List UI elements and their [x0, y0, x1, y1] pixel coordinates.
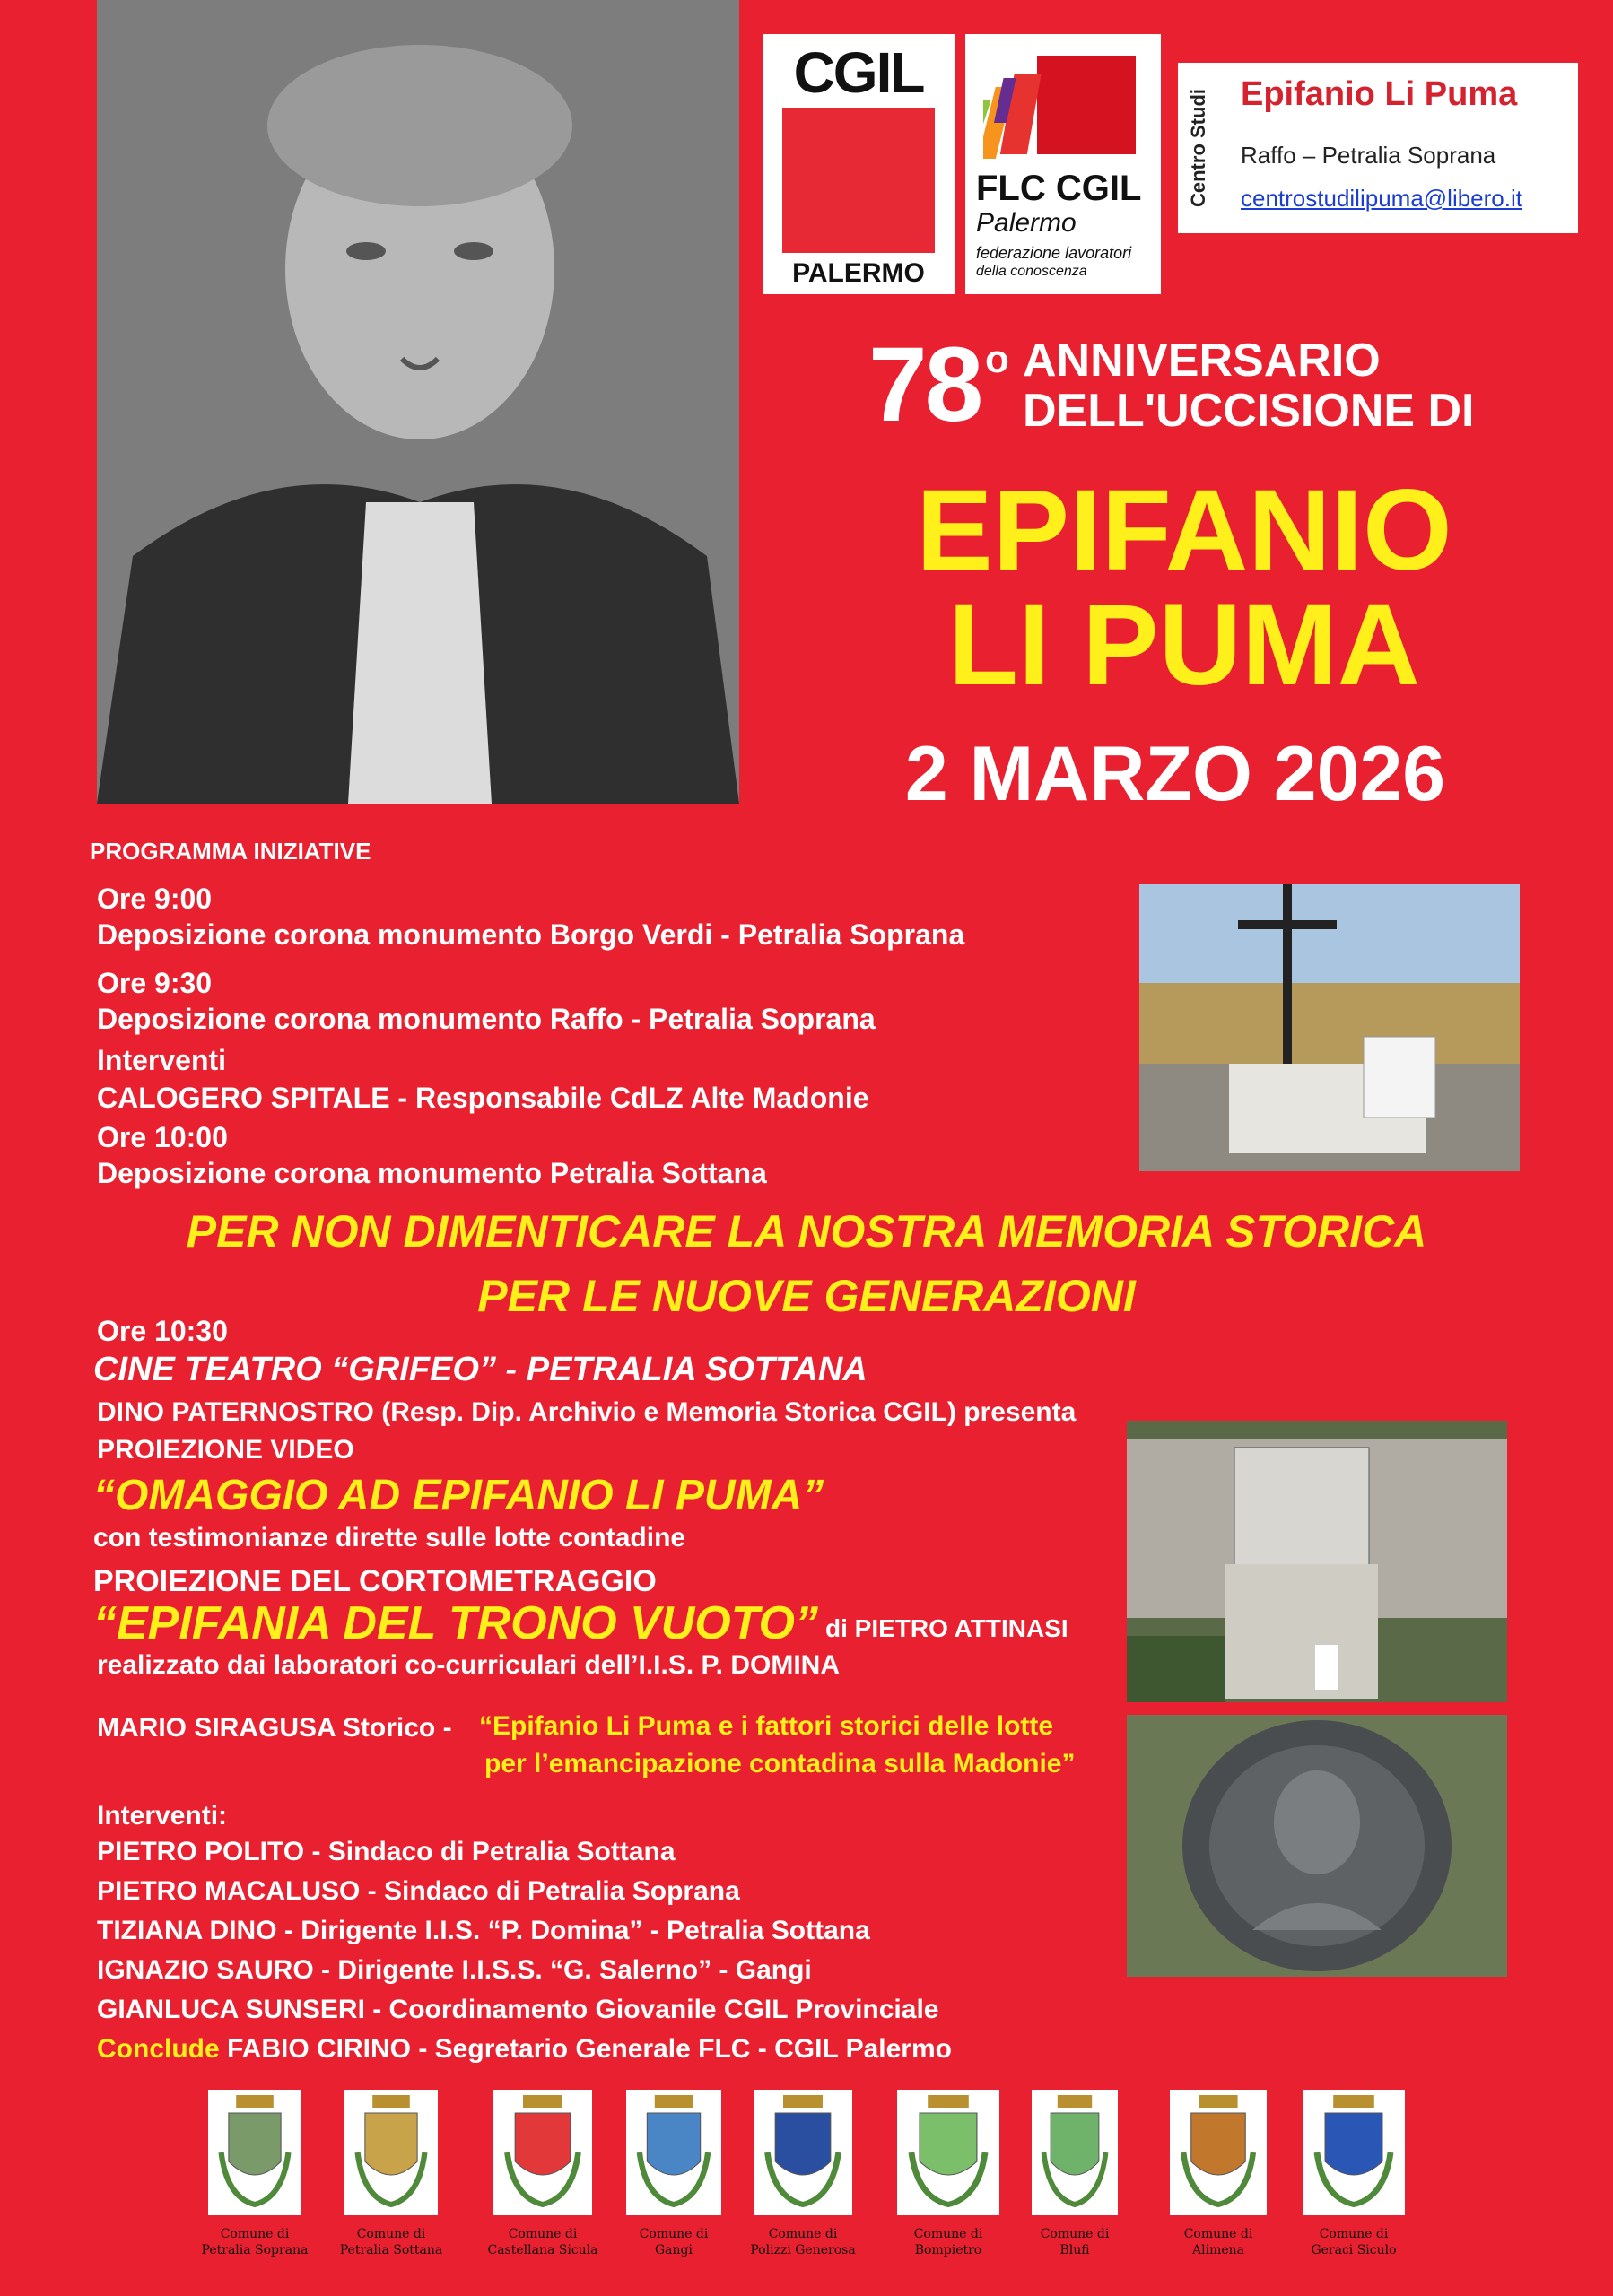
portrait-photo	[97, 0, 739, 804]
centro-studi-email-link[interactable]: centrostudilipuma@libero.it	[1241, 185, 1522, 212]
video-title: “OMAGGIO AD EPIFANIO LI PUMA”	[93, 1472, 824, 1519]
crest-8	[1303, 2090, 1405, 2215]
cgil-logo-city: PALERMO	[792, 258, 925, 288]
crest-label-8	[1286, 2226, 1421, 2258]
crest-7	[1170, 2090, 1267, 2215]
interventi-label: Interventi	[97, 1044, 227, 1076]
cgil-palermo-logo	[763, 34, 955, 294]
centro-studi-box	[1178, 63, 1578, 233]
interventi2-label: Interventi:	[97, 1801, 228, 1831]
crest-6	[1032, 2090, 1118, 2215]
crest-label-prefix: Comune di	[356, 2227, 426, 2241]
speaker-3: TIZIANA DINO - Dirigente I.I.S. “P. Domina” - Petralia Sottana	[97, 1916, 870, 1945]
headline-date: 2 MARZO 2026	[904, 731, 1446, 817]
historian: MARIO SIRAGUSA Storico -	[97, 1713, 452, 1743]
short-film-label: PROIEZIONE DEL CORTOMETRAGGIO	[93, 1564, 657, 1598]
crest-5	[897, 2090, 999, 2215]
video-description: con testimonianze dirette sulle lotte contadine	[93, 1523, 686, 1552]
crest-label-2	[475, 2226, 610, 2258]
program-heading: PROGRAMMA INIZIATIVE	[90, 838, 371, 865]
crest-label-town: Polizzi Generosa	[750, 2243, 856, 2258]
event-1: Deposizione corona monumento Borgo Verdi - Petralia Soprana	[97, 918, 965, 951]
time-1: Ore 9:00	[97, 883, 213, 915]
flc-logo-sub2: della conoscenza	[976, 264, 1087, 279]
crest-label-1	[324, 2226, 458, 2258]
crest-label-0	[187, 2226, 322, 2258]
crest-label-town: Castellana Sicula	[487, 2243, 598, 2258]
monument-cross-photo	[1139, 884, 1520, 1171]
crest-label-6	[1007, 2226, 1142, 2258]
crest-label-prefix: Comune di	[913, 2227, 983, 2241]
conclude-line	[97, 2036, 952, 2063]
centro-studi-side-label	[1185, 81, 1212, 224]
conclude-label: Conclude	[97, 2034, 220, 2064]
anniversary-degree: o	[985, 337, 1009, 381]
centro-studi-place: Raffo – Petralia Soprana	[1241, 142, 1496, 169]
short-film-title: “EPIFANIA DEL TRONO VUOTO”	[93, 1597, 819, 1649]
crest-label-prefix: Comune di	[768, 2227, 838, 2241]
crest-2	[493, 2090, 592, 2215]
event-2: Deposizione corona monumento Raffo - Petralia Soprana	[97, 1003, 876, 1035]
crest-4	[754, 2090, 852, 2215]
event-3: Deposizione corona monumento Petralia Sottana	[97, 1157, 767, 1189]
conclude-text: FABIO CIRINO - Segretario Generale FLC - CGIL Palermo	[219, 2034, 952, 2064]
talk-title-line1: “Epifanio Li Puma e i fattori storici delle lotte	[479, 1711, 1054, 1741]
crest-label-5	[881, 2226, 1016, 2258]
cgil-logo-square	[782, 108, 935, 253]
headline-name1: EPIFANIO	[916, 466, 1452, 595]
crest-label-town: Petralia Soprana	[201, 2243, 309, 2258]
crest-label-prefix: Comune di	[1319, 2227, 1389, 2241]
anniversary-number: 78	[868, 326, 981, 444]
flc-logo-city: Palermo	[976, 208, 1077, 238]
speaker-2: PIETRO MACALUSO - Sindaco di Petralia Soprana	[97, 1876, 740, 1906]
crest-label-prefix: Comune di	[1183, 2227, 1253, 2241]
time-2: Ore 9:30	[97, 967, 213, 999]
time-3: Ore 10:00	[97, 1121, 228, 1153]
short-film-author: di PIETRO ATTINASI	[825, 1614, 1068, 1642]
crest-label-prefix: Comune di	[508, 2227, 578, 2241]
medallion-photo	[1127, 1715, 1507, 1977]
speaker-1: PIETRO POLITO - Sindaco di Petralia Sottana	[97, 1837, 676, 1866]
crest-label-town: Gangi	[655, 2243, 693, 2258]
slogan-line2: PER LE NUOVE GENERAZIONI	[477, 1271, 1136, 1321]
time-4: Ore 10:30	[97, 1315, 228, 1347]
headline-name2: LI PUMA	[947, 581, 1421, 709]
plaque-monument-photo	[1127, 1421, 1507, 1702]
anniversary-line1: ANNIVERSARIO	[1023, 335, 1381, 387]
crest-label-prefix: Comune di	[639, 2227, 709, 2241]
crest-label-4	[736, 2226, 870, 2258]
venue: CINE TEATRO “GRIFEO” - PETRALIA SOTTANA	[93, 1351, 868, 1388]
centro-studi-name: Epifanio Li Puma	[1241, 75, 1518, 113]
speaker-calogero: CALOGERO SPITALE - Responsabile CdLZ Alte Madonie	[97, 1082, 869, 1114]
presenter: DINO PATERNOSTRO (Resp. Dip. Archivio e Memoria Storica CGIL) presenta	[97, 1397, 1077, 1427]
crest-label-town: Bompietro	[914, 2243, 982, 2258]
talk-title-line2: per l’emancipazione contadina sulla Madonie”	[484, 1749, 1076, 1779]
slogan-line1: PER NON DIMENTICARE LA NOSTRA MEMORIA STORICA	[186, 1206, 1427, 1257]
crest-0	[208, 2090, 301, 2215]
crest-label-prefix: Comune di	[220, 2227, 290, 2241]
flc-logo-sub1: federazione lavoratori	[976, 244, 1132, 262]
crest-label-town: Petralia Sottana	[339, 2243, 443, 2258]
crest-label-3	[606, 2226, 741, 2258]
centro-studi-side-text: Centro Studi	[1187, 89, 1209, 207]
flc-logo-word: FLC CGIL	[976, 169, 1142, 208]
crest-3	[626, 2090, 721, 2215]
speaker-5: GIANLUCA SUNSERI - Coordinamento Giovanile CGIL Provinciale	[97, 1995, 939, 2024]
crest-label-town: Geraci Siculo	[1311, 2243, 1397, 2258]
flc-logo-mark	[983, 47, 1145, 163]
cgil-logo-word: CGIL	[793, 40, 924, 105]
crest-label-prefix: Comune di	[1040, 2227, 1110, 2241]
crest-label-7	[1151, 2226, 1286, 2258]
crest-1	[344, 2090, 438, 2215]
short-film-description: realizzato dai laboratori co-curriculari dell’I.I.S. P. DOMINA	[97, 1650, 840, 1680]
crest-label-town: Blufi	[1059, 2243, 1090, 2258]
video-label: PROIEZIONE VIDEO	[97, 1435, 354, 1465]
crest-label-town: Alimena	[1192, 2243, 1244, 2258]
speaker-4: IGNAZIO SAURO - Dirigente I.I.S.S. “G. Salerno” - Gangi	[97, 1955, 812, 1985]
anniversary-line2: DELL'UCCISIONE DI	[1023, 385, 1475, 437]
flc-cgil-logo	[965, 34, 1161, 294]
